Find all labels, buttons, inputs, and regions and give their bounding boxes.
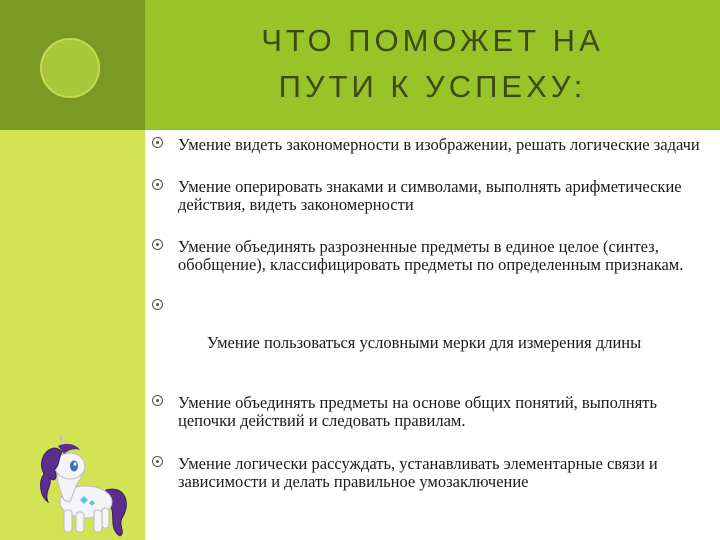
list-item-text: Умение объединять предметы на основе общих понятий, выполнять цепочки действий и следовать правилам. xyxy=(178,393,658,430)
list-item xyxy=(148,136,716,154)
pony-illustration xyxy=(14,430,134,538)
circle-dot-bullet-icon xyxy=(152,299,163,310)
slide-title-line-1: ЧТО ПОМОЖЕТ НА xyxy=(261,23,604,58)
list-item xyxy=(148,394,716,430)
list-item-text: Умение объединять разрозненные предметы в единое целое (синтез, обобщение), классифицировать предметы по определенным признакам. xyxy=(178,237,684,274)
decorative-circle xyxy=(40,38,100,98)
list-item-text: Умение логически рассуждать, устанавливать элементарные связи и зависимости и делать правильное умозаключение xyxy=(178,454,658,491)
slide-title-line-2: ПУТИ К УСПЕХУ: xyxy=(278,69,587,104)
circle-dot-bullet-icon xyxy=(152,395,163,406)
list-item-text: Умение видеть закономерности в изображении, решать логические задачи xyxy=(178,135,700,154)
bullet-list xyxy=(148,136,716,491)
list-item xyxy=(148,455,716,491)
circle-dot-bullet-icon xyxy=(152,456,163,467)
list-item-text: Умение пользоваться условными мерки для измерения длины xyxy=(202,333,642,352)
slide-title xyxy=(145,18,720,110)
list-item xyxy=(148,178,716,214)
list-item xyxy=(148,298,716,370)
list-item-text: Умение оперировать знаками и символами, выполнять арифметические действия, видеть закономерности xyxy=(178,177,682,214)
circle-dot-bullet-icon xyxy=(152,179,163,190)
circle-dot-bullet-icon xyxy=(152,239,163,250)
circle-dot-bullet-icon xyxy=(152,137,163,148)
list-item xyxy=(148,238,716,274)
